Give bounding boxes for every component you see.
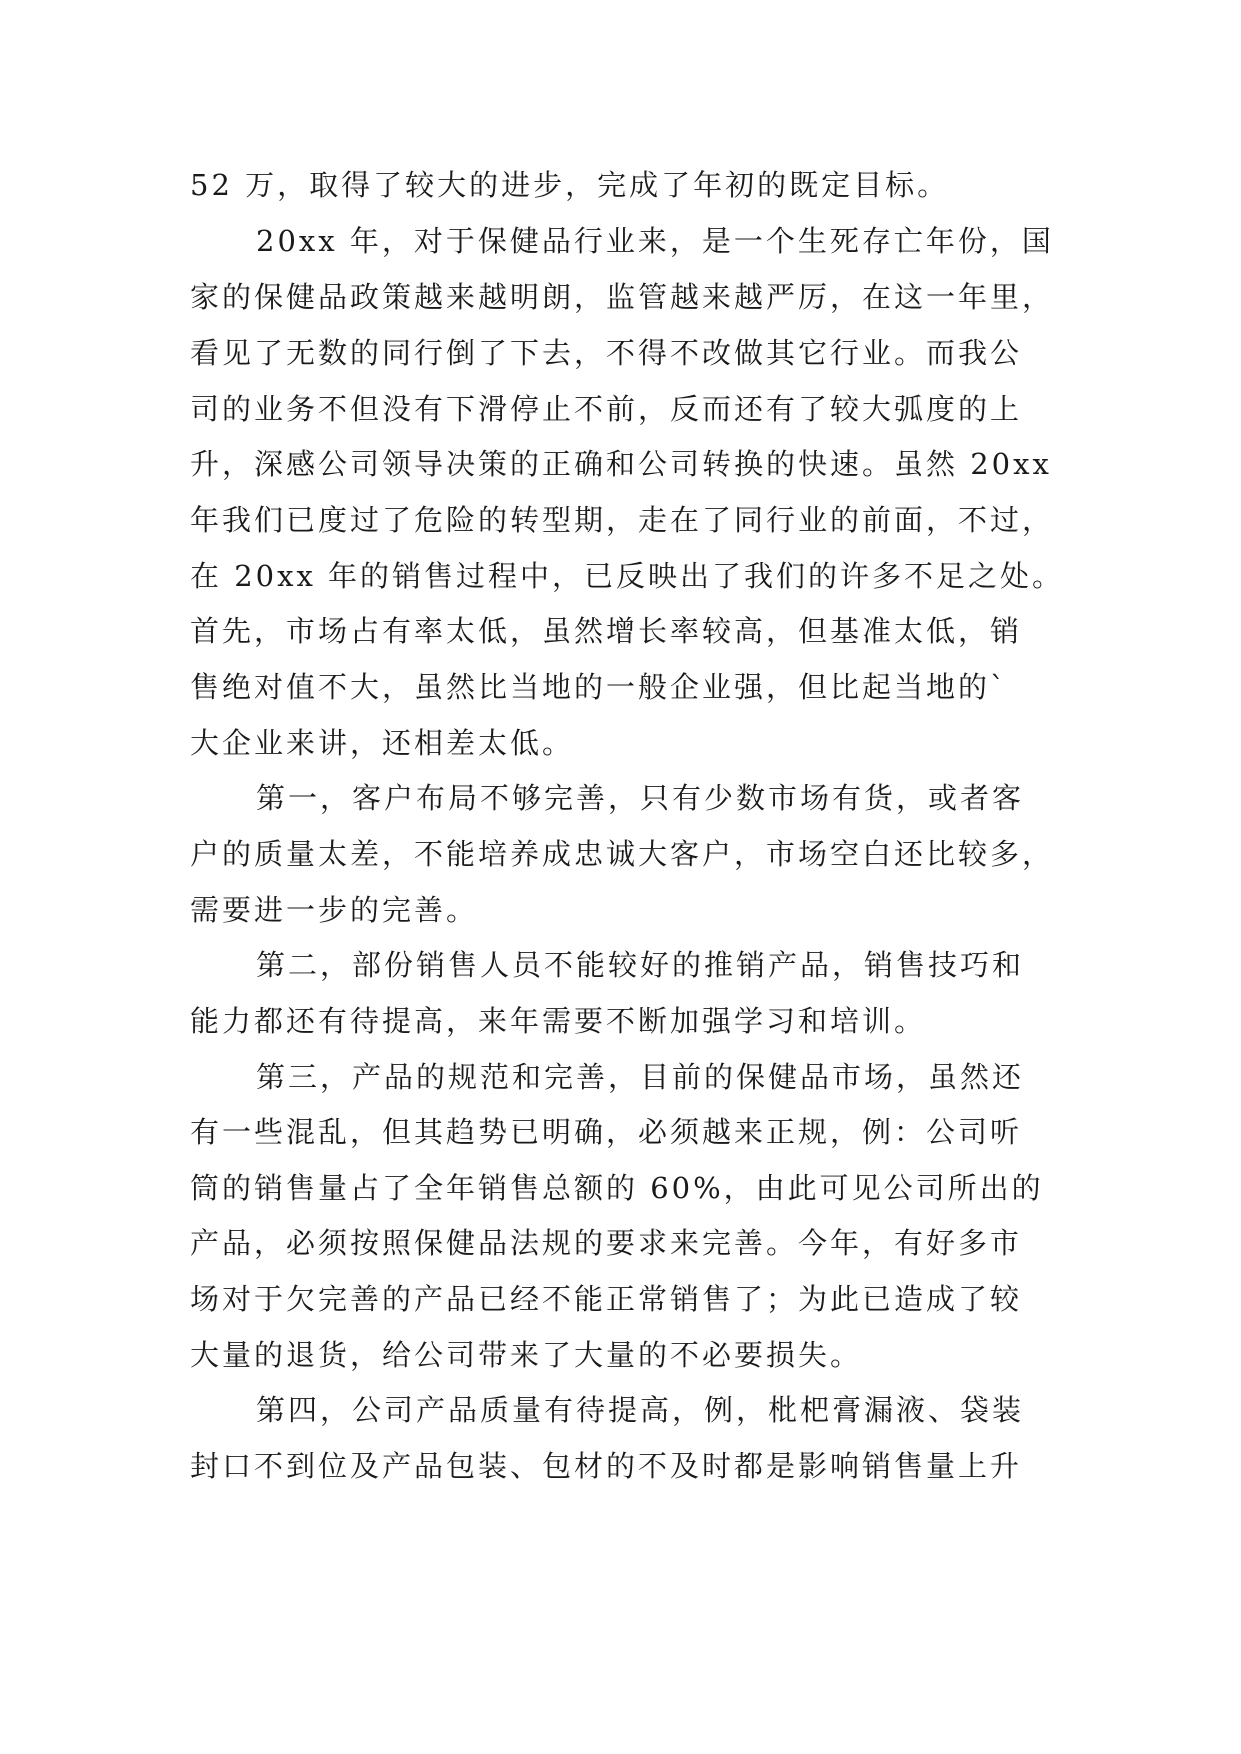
text-line: 售绝对值不大，虽然比当地的一般企业强，但比起当地的` [190, 670, 1008, 704]
text-line: 封口不到位及产品包装、包材的不及时都是影响销售量上升 [190, 1449, 1023, 1483]
text-line: 第三，产品的规范和完善，目前的保健品市场，虽然还 [256, 1060, 1025, 1094]
text-line: 家的保健品政策越来越明朗，监管越来越严厉，在这一年里， [190, 280, 1055, 314]
text-line: 产品，必须按照保健品法规的要求来完善。今年，有好多市 [190, 1226, 1023, 1260]
text-line: 在 20xx 年的销售过程中，已反映出了我们的许多不足之处。 [190, 559, 1065, 593]
text-line: 首先，市场占有率太低，虽然增长率较高，但基准太低，销 [190, 614, 1023, 648]
text-line: 场对于欠完善的产品已经不能正常销售了；为此已造成了较 [190, 1282, 1023, 1316]
text-line: 筒的销售量占了全年销售总额的 60%，由此可见公司所出的 [190, 1171, 1044, 1205]
text-line: 有一些混乱，但其趋势已明确，必须越来正规，例：公司听 [190, 1115, 1023, 1149]
text-line: 升，深感公司领导决策的正确和公司转换的快速。虽然 20xx [190, 447, 1052, 481]
text-line: 第二，部份销售人员不能较好的推销产品，销售技巧和 [256, 948, 1025, 982]
text-line: 需要进一步的完善。 [190, 893, 479, 927]
text-line: 第一，客户布局不够完善，只有少数市场有货，或者客 [256, 781, 1025, 815]
text-line: 看见了无数的同行倒了下去，不得不改做其它行业。而我公 [190, 336, 1023, 370]
text-line: 司的业务不但没有下滑停止不前，反而还有了较大弧度的上 [190, 392, 1023, 426]
text-line: 20xx 年，对于保健品行业来，是一个生死存亡年份，国 [256, 224, 1054, 258]
text-line: 户的质量太差，不能培养成忠诚大客户，市场空白还比较多， [190, 837, 1055, 871]
text-line: 第四，公司产品质量有待提高，例，枇杷膏漏液、袋装 [256, 1393, 1025, 1427]
text-line: 大量的退货，给公司带来了大量的不必要损失。 [190, 1338, 863, 1372]
text-line: 52 万，取得了较大的进步，完成了年初的既定目标。 [190, 168, 950, 202]
text-line: 能力都还有待提高，来年需要不断加强学习和培训。 [190, 1004, 927, 1038]
text-line: 年我们已度过了危险的转型期，走在了同行业的前面，不过， [190, 503, 1055, 537]
text-line: 大企业来讲，还相差太低。 [190, 726, 575, 760]
